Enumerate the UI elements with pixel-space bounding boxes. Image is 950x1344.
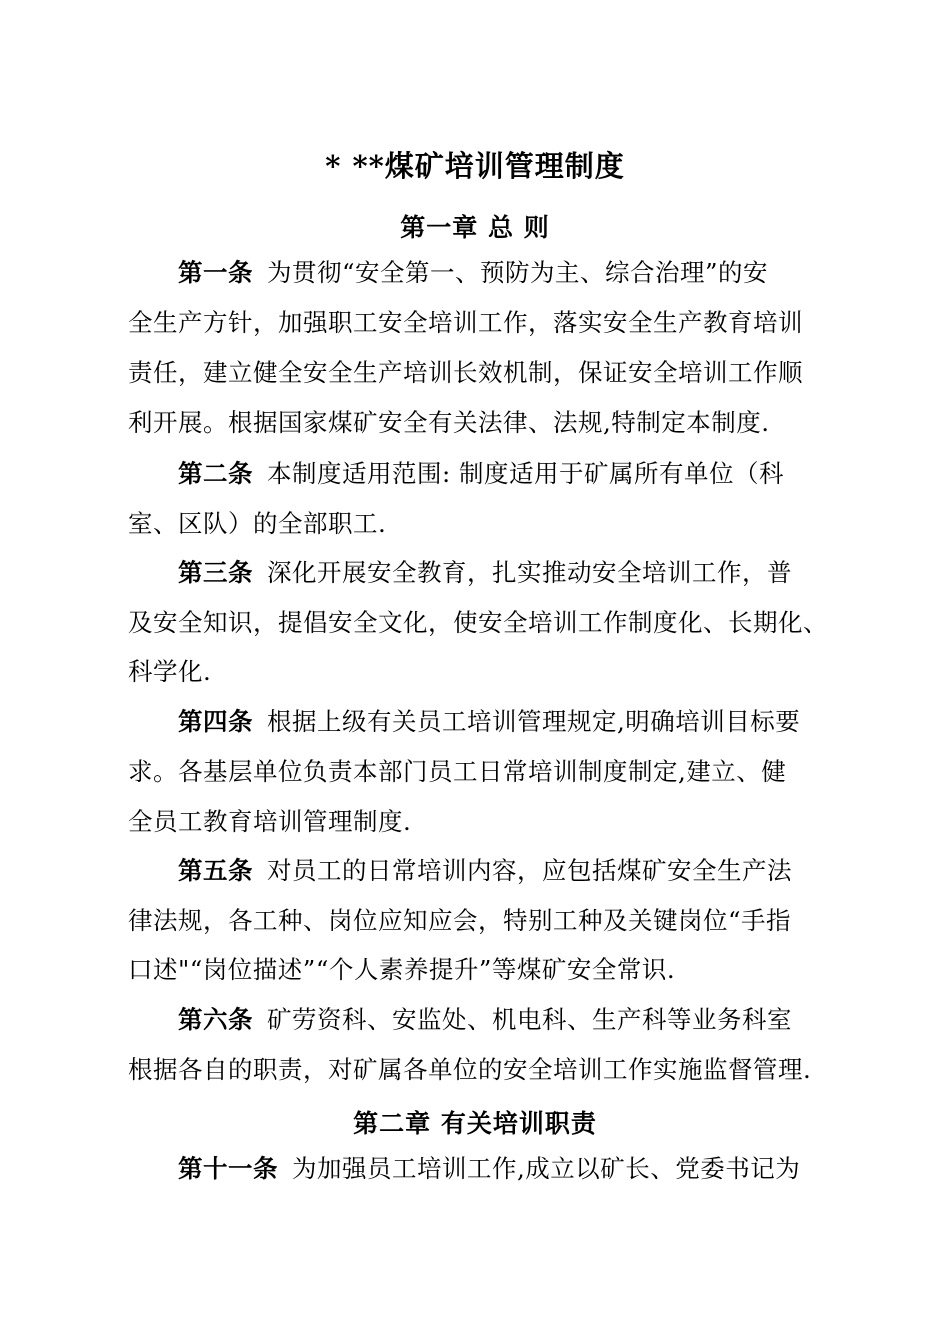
article-label: 第二条 (178, 459, 253, 488)
article-3-line-1 (178, 548, 898, 598)
article-5-line-2: 律法规，各工种、岗位应知应会，特别工种及关键岗位“手指 (128, 906, 792, 935)
article-6-line-2: 根据各自的职责，对矿属各单位的安全培训工作实施监督管理. (128, 1055, 812, 1084)
chapter-heading-1: 第一章 总 则 (400, 213, 550, 242)
article-label: 第六条 (178, 1005, 253, 1034)
article-text: 矿劳资科、安监处、机电科、生产科等业务科室 (267, 1005, 792, 1034)
article-label: 第十一条 (178, 1154, 278, 1183)
article-text: 深化开展安全教育，扎实推动安全培训工作，普 (267, 558, 792, 587)
article-label: 第五条 (178, 856, 253, 885)
chapter-heading-2: 第二章 有关培训职责 (353, 1109, 597, 1138)
article-2-line-2: 室、区队）的全部职工. (128, 509, 387, 538)
article-label: 第三条 (178, 558, 253, 587)
article-1-line-2: 全生产方针，加强职工安全培训工作，落实安全生产教育培训 (128, 308, 803, 337)
article-text: 为加强员工培训工作,成立以矿长、党委书记为 (292, 1154, 801, 1183)
article-text: 根据上级有关员工培训管理规定,明确培训目标要 (267, 707, 801, 736)
article-3-line-2: 及安全知识，提倡安全文化，使安全培训工作制度化、长期化、 (128, 608, 828, 637)
article-11-line-1 (178, 1144, 898, 1194)
article-text: 本制度适用范围: 制度适用于矿属所有单位（科 (267, 459, 785, 488)
article-4-line-2: 求。各基层单位负责本部门员工日常培训制度制定,建立、健 (128, 757, 787, 786)
article-5-line-1 (178, 846, 898, 896)
article-5-line-3: 口述"“岗位描述”“个人素养提升”等煤矿安全常识. (128, 955, 676, 984)
article-label: 第四条 (178, 707, 253, 736)
article-label: 第一条 (178, 258, 253, 287)
article-1-line-4: 利开展。根据国家煤矿安全有关法律、法规,特制定本制度. (128, 408, 770, 437)
article-4-line-1 (178, 697, 898, 747)
article-1-line-1 (178, 248, 898, 298)
document-title: * **煤矿培训管理制度 (325, 149, 625, 183)
article-text: 对员工的日常培训内容，应包括煤矿安全生产法 (267, 856, 792, 885)
article-4-line-3: 全员工教育培训管理制度. (128, 807, 412, 836)
article-6-line-1 (178, 995, 898, 1045)
article-text: 为贯彻“安全第一、预防为主、综合治理”的安 (267, 258, 769, 287)
article-3-line-3: 科学化. (128, 657, 212, 686)
article-1-line-3: 责任，建立健全安全生产培训长效机制，保证安全培训工作顺 (128, 358, 803, 387)
article-2-line-1 (178, 449, 898, 499)
